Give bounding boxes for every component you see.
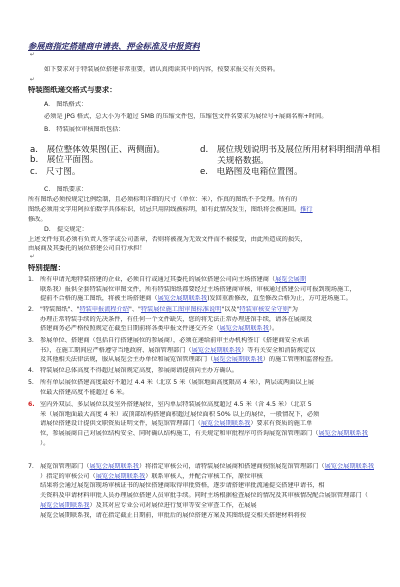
paragraph: 上述文件每页必须有负责人签字或公司盖章，否则将被视为无效文件而不被接受，由此所造成的损失， (28, 236, 307, 243)
list-item: e. 电路图及电箱位置图。 (200, 167, 303, 177)
reminder-line (28, 356, 337, 363)
reminder-line (28, 440, 49, 447)
reminder-text: "为 (288, 306, 298, 313)
inline-link[interactable]: 展览会展期联系我 (157, 295, 208, 303)
reminder-line (28, 389, 128, 396)
reminder-text: ）将指定审核公司，请特装展位展商和搭建商按照展览馆管理部 (139, 463, 313, 470)
paragraph: 由展商及其委托的展位搭建公司自行承担！ (28, 245, 146, 252)
inline-link[interactable]: 展览会展期联系我 (219, 325, 269, 333)
reminder-text: 参展单位、搭建商（包括自行搭建展位的参展商），必须在递给前审主办机构签订《搭建商安全承诺 (40, 337, 310, 344)
reminder-text: ）联系审核人，并配合审核工作，原位审核 (145, 472, 263, 480)
reminder-text: 督检查。 (312, 356, 337, 364)
reminder-line (28, 286, 356, 293)
reminder-line (28, 502, 257, 509)
paragraph (28, 206, 313, 213)
subsection-heading: D. 提交规定： (44, 226, 88, 233)
paragraph-text: 图纸必须用文字用阿拉伯数字具体标识，切忌只用阴线被标明，如有此情况发生，图纸将会被退回。 (28, 206, 301, 213)
inline-link[interactable]: 展览会展期联系我 (213, 356, 263, 364)
item-number: 2. (28, 306, 34, 313)
inline-link[interactable]: 展览会展期联系我 (40, 501, 90, 509)
list-item: 关规格数据。 (200, 156, 269, 166)
inline-link[interactable]: 特装审核安全守则 (239, 306, 289, 313)
return-mark: ↵ (30, 254, 35, 260)
item-number: 6. (28, 401, 35, 408)
section-heading: 特装图纸递交格式与要求： (28, 86, 117, 94)
reminder-line (28, 411, 319, 418)
reminder-text: 所有单层展位搭建高度最好不超过 4.4 米（北京 5 米（展馆地面高度限高 4 米），两层或两面以上展 (40, 379, 314, 386)
reminder-text: ）等有关安全和消防规定以 (241, 346, 316, 354)
inline-link[interactable]: 推行 (300, 206, 313, 213)
item-number: 4. (28, 367, 34, 374)
paragraph: 修改。 (28, 216, 47, 223)
reminder-line (28, 367, 238, 374)
reminder-text: 米（展馆地面最大高度 4 米）或顶部结构搭建面积超过展位面积 50% 以上的展位，一般情况下，必须 (40, 410, 320, 418)
reminder-text: 修改合格为止，方可进场施工。 (265, 295, 352, 303)
inline-link[interactable]: 特装展位施工图审图标准说明 (140, 306, 222, 313)
paragraph: 必须是 JPG 格式，总大小为不超过 5MB 的压缩文件包，压缩包文件名要求为展位号+展商名称+时间。 (44, 113, 328, 120)
reminder-text: ）要求有资质的施工单 (250, 420, 313, 428)
reminder-text: 联系我）报供全套特装展位审图文件，所有特装图纸都要经过主场搭建商审核，审核通过搭建公司可 (40, 285, 313, 293)
inline-link[interactable]: 展览会展期联系我 (324, 463, 375, 470)
reminder-line (28, 482, 325, 489)
reminder-text: 报到现场施工， (312, 285, 356, 293)
subsection-heading: A. 图纸格式： (44, 101, 88, 108)
list-item: b. 展位平面图。 (30, 155, 99, 165)
return-mark: ↵ (30, 77, 35, 83)
reminder-text: "、" (128, 306, 141, 313)
reminder-text: 所有申请光地特装搭建的企业，必须自行或通过其委托的展位搭建公司向主场搭建商（ (40, 276, 276, 283)
document-title: 参展商指定搭建商申请表、押金标准及申报资料 (28, 41, 200, 51)
reminder-line (28, 492, 368, 499)
item-number: 5. (28, 379, 34, 386)
reminder-text: 搭建商务必严格按照规定在截至日期前将各类申报文件递交齐全（ (40, 325, 220, 333)
reminder-text: 室内外双层、多层展位以及室外搭建展位，室内单层特装展位高度超过 4.5 米（含 4.5 米）（北京 5 (40, 401, 312, 408)
reminder-text: 展览会展期联系我，请在指定截止日期前，审批后的展位搭建方案及其图纸提交相关搭建材料将按 (40, 511, 307, 519)
reminder-text: 关资料及申请材料审批人员办理展位搭建人员审批手续。同时主场根据检查展位的情况及其审核情况 (40, 492, 313, 500)
reminder-text: ）。 (268, 325, 279, 333)
item-number: 7. (28, 463, 34, 470)
reminder-text: "以及" (221, 306, 240, 313)
reminder-text: ）及其对应专业公司对展位进行复审等安全审查工作，在展展 (89, 501, 257, 509)
intro-text: 如下要求对于特装展位搭建非常重要，请认真阅读其中的内容，按要求报交有关资料。 (44, 66, 280, 73)
inline-link[interactable]: 展览会展期 (275, 276, 307, 283)
subsection-heading: B. 特装展位审核图纸包括： (44, 126, 125, 133)
reminder-line (28, 463, 374, 470)
section-heading: 特别提醒： (28, 264, 65, 272)
reminder-text: 请展位搭建设计提供文职资质证明文件，展览馆管理部门（ (40, 420, 201, 428)
inline-link[interactable]: 展览会展期联系我 (200, 420, 251, 428)
reminder-text: 办理正常特装手续的先决条件，有任何一个文件缺失，您的将无法正常办理进馆手续，请各在展商及 (40, 315, 313, 323)
return-mark: ↵ (30, 52, 35, 58)
reminder-text: 配合展馆管理部门（ (312, 492, 368, 500)
reminder-text: ）。 (40, 439, 50, 447)
reminder-text: "特装图纸"、" (40, 306, 80, 313)
reminder-line (28, 420, 312, 427)
reminder-line (28, 306, 298, 313)
reminder-line (28, 295, 352, 302)
list-item: a. 展位整体效果图(正、两侧面)。 (30, 145, 166, 155)
reminder-line (28, 430, 368, 437)
inline-link[interactable]: 展览会展期联系我 (95, 472, 146, 480)
reminder-text: 及其他相关法律法规，服从展览会主办单位和展览馆管理部门（ (40, 356, 214, 364)
inline-link[interactable]: 特装申报流程介绍 (79, 306, 129, 313)
reminder-line (28, 337, 309, 344)
reminder-text: 位最大搭建高度不能超过 6 米。 (40, 388, 129, 396)
inline-link[interactable]: 展览会展期联系我 (318, 430, 368, 438)
reminder-text: 书》，在施工期间应严格遵守当地政府、展馆管理部门（ (40, 346, 192, 354)
reminder-line (28, 379, 314, 386)
reminder-line (28, 347, 315, 354)
paragraph: 所有图纸必须按规定比例绘制，且必须标明详细的尺寸（单位：米），作真的图纸不予受理。所有的 (28, 196, 298, 203)
reminder-line (28, 401, 312, 408)
subsection-heading: C. 图纸要求： (44, 186, 88, 193)
item-number: 1. (28, 276, 34, 283)
reminder-text: 结果将会通过展览馆现场审核证书的展位搭建商取得审批资格，逐步请搭建审批流通提交搭建申请书，相 (40, 482, 325, 490)
reminder-text: 门（ (312, 463, 325, 470)
list-item: d. 展位规划说明书及展位所用材料明细清单相 (200, 145, 381, 155)
reminder-text: 位，参展展商自己对展位结构安全、同时确认结构施工，有关规定和审批程序可咨询展览馆管理部门（ (40, 430, 319, 438)
item-number: 3. (28, 337, 34, 344)
inline-link[interactable]: 展览会展期联系我 (89, 463, 139, 470)
list-item: c. 尺寸图。 (30, 167, 81, 177)
reminder-line (28, 316, 312, 323)
reminder-line (28, 512, 306, 519)
reminder-text: ）指定的审核公司（ (40, 472, 96, 480)
reminder-text: 展览馆管理部门（ (40, 463, 90, 470)
reminder-text: 特装展位总体高度不得超过展馆规定高度，参展商请提前向主办方确认。 (40, 367, 238, 374)
reminder-text: 提前不合格的施工图纸，将被主场搭建商（ (40, 295, 158, 303)
reminder-line (28, 473, 263, 480)
inline-link[interactable]: 展览会展期联系我 (191, 346, 242, 354)
reminder-text: ）的施工管理和监 (262, 356, 313, 364)
reminder-line (28, 276, 306, 283)
reminder-text: )发回重新修改，直至 (207, 295, 266, 303)
reminder-line (28, 325, 278, 332)
